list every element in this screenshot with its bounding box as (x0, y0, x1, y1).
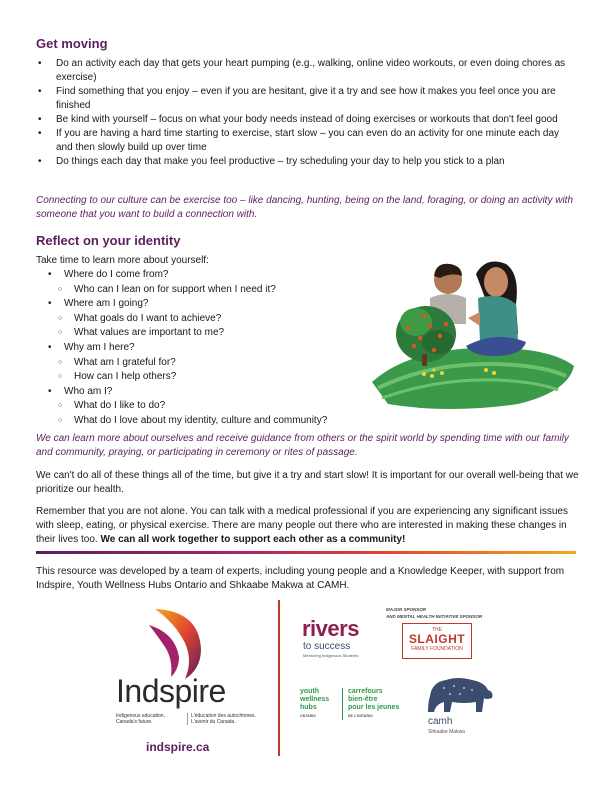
ywho-en-2: wellness (300, 696, 330, 703)
indspire-wordmark: Indspire (116, 673, 226, 709)
community-callout: We can all work together to support each other as a community! (100, 534, 406, 545)
slaight-name: SLAIGHT (408, 632, 466, 646)
camh-wordmark: camh (428, 716, 453, 727)
indspire-logo-mark (145, 603, 215, 681)
list-item: • Find something that you enjoy – even if you are hesitant, give it a try and see how it makes you feel once you are finished (36, 85, 576, 113)
not-alone-text: Remember that you are not alone. You can talk with a medical professional if you are experiencing any significant issues with sleep, eating, or physical exercise. There are many people out there who are interested in making these changes in their lives too. (36, 506, 568, 545)
list-item: ○ What do I like to do? (48, 399, 378, 414)
ywho-en-4: ONTARIO (300, 714, 316, 718)
list-item: ○ What goals do I want to achieve? (48, 312, 378, 327)
list-item: • Where am I going? (48, 297, 378, 312)
exercise-tips-list (36, 57, 576, 169)
section-heading-get-moving: Get moving (36, 36, 108, 51)
indspire-website-link[interactable]: indspire.ca (146, 740, 210, 754)
ywho-fr-3: pour les jeunes (348, 704, 400, 711)
list-item: • Who am I? (48, 385, 378, 400)
list-item: • Why am I here? (48, 341, 378, 356)
list-item: • If you are having a hard time starting to exercise, start slow – you can even do an activity for one minute each day and then slowly build up over time (36, 127, 576, 155)
rivers-logo-sub: to success (303, 641, 351, 652)
ywho-fr-1: carrefours (348, 688, 383, 695)
slaight-sub: FAMILY FOUNDATION (411, 646, 463, 652)
identity-intro: Take time to learn more about yourself: (36, 255, 209, 266)
guidance-note: We can learn more about ourselves and receive guidance from others or the spirit world by spending time with our family and community, praying, or participating in ceremony or rites of passage. (36, 433, 569, 458)
list-item: ○ Who can I lean on for support when I need it? (48, 283, 378, 298)
list-item: ○ What do I love about my identity, culture and community? (48, 414, 378, 429)
indspire-tagline-en: Indigenous education, Canada's future. (116, 713, 165, 725)
bear-icon (424, 672, 496, 716)
slaight-the: THE (432, 627, 442, 633)
rivers-logo-word: rivers (302, 616, 359, 641)
culture-exercise-note: Connecting to our culture can be exercise too – like dancing, hunting, being on the land, foraging, or doing an activity with someone that you want to build a connection with. (36, 195, 574, 220)
section-heading-identity: Reflect on your identity (36, 233, 181, 248)
sponsor-label-major: MAJOR SPONSOR (386, 607, 427, 612)
credits-paragraph: This resource was developed by a team of experts, including young people and a Knowledge Keeper, with support from Indspire, Youth Wellness Hubs Ontario and Shkaabe Makwa at CAMH. (36, 566, 565, 591)
list-item: ○ How can I help others? (48, 370, 378, 385)
ywho-en-3: hubs (300, 704, 317, 711)
list-item: ○ What am I grateful for? (48, 356, 378, 371)
ywho-fr-4: DE L'ONTARIO (348, 714, 373, 718)
list-item: • Do an activity each day that gets your heart pumping (e.g., walking, online video workouts, or even doing chores as exercise) (36, 57, 576, 85)
ywho-logo (300, 688, 420, 732)
list-item: • Where do I come from? (48, 268, 378, 283)
list-item: • Do things each day that make you feel productive – try scheduling your day to help you stick to a plan (36, 155, 576, 169)
illustration (368, 242, 576, 414)
logo-divider (278, 600, 280, 756)
slaight-logo (402, 623, 472, 659)
gradient-divider (36, 551, 576, 554)
start-slow-paragraph: We can't do all of these things all of the time, but give it a try and start slow! It is important for our overall well-being that we prioritize our health. (36, 470, 579, 495)
shkaabe-makwa-label: Shkaabe Makwa (428, 729, 465, 735)
not-alone-paragraph (36, 505, 581, 547)
ywho-fr-2: bien-être (348, 696, 378, 703)
identity-questions-list (48, 268, 378, 429)
list-item: ○ What values are important to me? (48, 326, 378, 341)
rivers-logo-tagline: Mentoring Indigenous Students (303, 653, 359, 658)
list-item: • Be kind with yourself – focus on what your body needs instead of doing exercises or workouts that don't feel good (36, 113, 576, 127)
sponsor-label-initiative: AND MENTAL HEALTH INITIATIVE SPONSOR (386, 614, 483, 619)
indspire-tagline-fr: L'éducation des autochtones. L'avenir du Canada. (187, 713, 269, 725)
ywho-en-1: youth (300, 688, 320, 695)
